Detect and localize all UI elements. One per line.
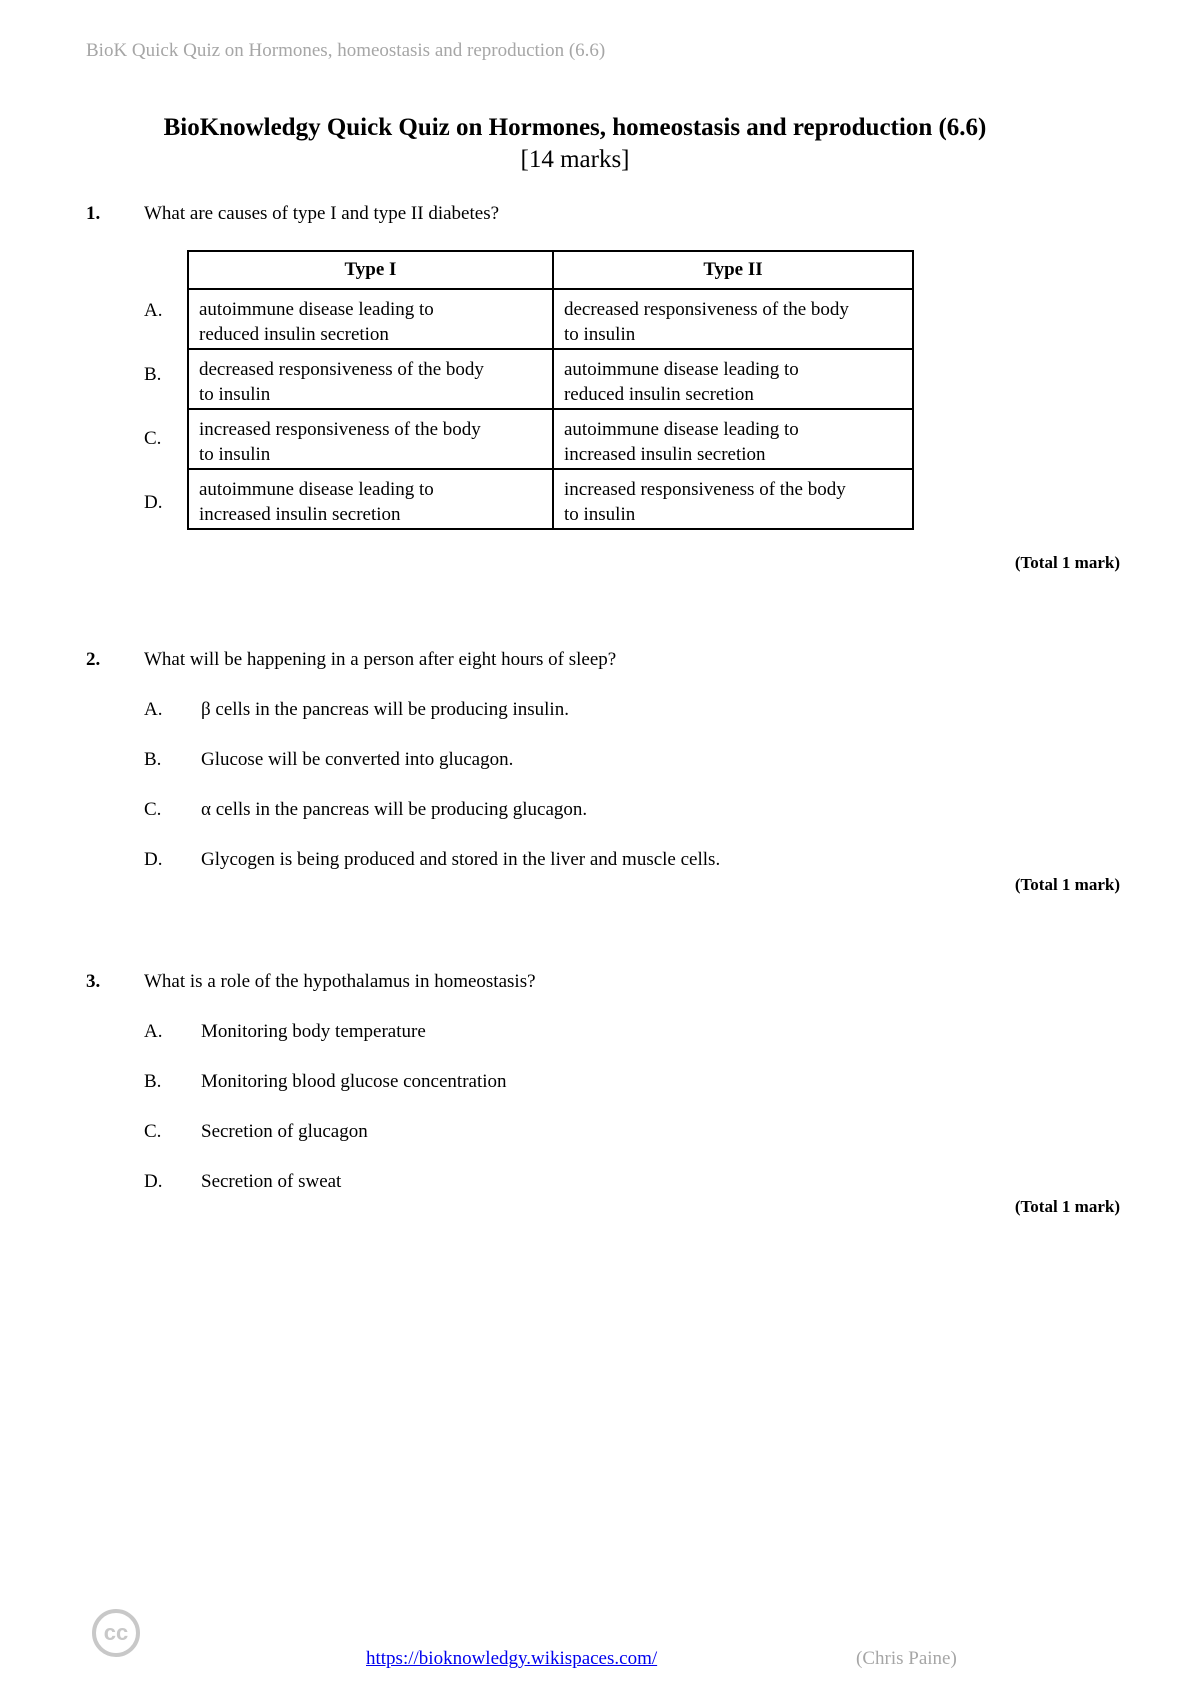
table-row [188,409,913,469]
q3-option-d-letter: D. [144,1171,163,1192]
table-row-letter-b: B. [144,364,162,385]
cell-line: decreased responsiveness of the body [199,359,484,380]
table-cell [188,469,553,529]
q2-option-b-text: Glucose will be converted into glucagon. [201,749,514,770]
q3-option-c-text: Secretion of glucagon [201,1121,368,1142]
creative-commons-icon: cc [92,1609,140,1657]
question-2-text: What will be happening in a person after eight hours of sleep? [144,649,617,670]
cell-line: autoimmune disease leading to [199,479,434,500]
cell-line: to insulin [199,444,271,465]
table-cell [188,289,553,349]
table-row-letter-c: C. [144,428,162,449]
q3-option-b-letter: B. [144,1071,162,1092]
q2-option-c-letter: C. [144,799,162,820]
cell-line: increased insulin secretion [199,504,401,525]
table-cell [553,349,913,409]
q3-option-a-text: Monitoring body temperature [201,1021,426,1042]
table-header-row [188,251,913,289]
footer-author: (Chris Paine) [856,1648,957,1669]
q2-option-b-letter: B. [144,749,162,770]
question-3-text: What is a role of the hypothalamus in homeostasis? [144,971,536,992]
page-title: BioKnowledgy Quick Quiz on Hormones, homeostasis and reproduction (6.6) [163,114,987,141]
cell-line: to insulin [199,384,271,405]
table-row [188,469,913,529]
cell-line: reduced insulin secretion [199,324,389,345]
table-header-type2: Type II [553,251,913,289]
table-cell [188,349,553,409]
table-cell [188,409,553,469]
total-marks: [14 marks] [520,146,630,173]
q3-option-b-text: Monitoring blood glucose concentration [201,1071,507,1092]
cell-line: decreased responsiveness of the body [563,299,849,320]
table-row [188,349,913,409]
question-1-text: What are causes of type I and type II diabetes? [144,203,500,224]
table-cell [553,409,913,469]
cell-line: autoimmune disease leading to [563,359,799,380]
table-row-letter-d: D. [144,492,163,513]
question-3-number: 3. [86,971,101,992]
table-row-letter-a: A. [144,300,163,321]
q3-option-a-letter: A. [144,1021,163,1042]
table-row [188,289,913,349]
cell-line: increased responsiveness of the body [199,419,481,440]
table-cell [553,289,913,349]
cell-line: to insulin [563,324,636,345]
q2-option-c-text: α cells in the pancreas will be producing glucagon. [201,799,588,820]
footer-link[interactable]: https://bioknowledgy.wikispaces.com/ [366,1648,658,1669]
cell-line: autoimmune disease leading to [563,419,799,440]
question-1-number: 1. [86,203,101,224]
table-header-type1: Type I [188,251,553,289]
diabetes-table [187,250,914,530]
question-2-number: 2. [86,649,101,670]
q2-option-a-text: β cells in the pancreas will be producing insulin. [201,699,569,720]
cell-line: autoimmune disease leading to [199,299,434,320]
cell-line: increased responsiveness of the body [563,479,846,500]
question-1-total: (Total 1 mark) [1014,553,1120,572]
cell-line: increased insulin secretion [563,444,766,465]
question-2-total: (Total 1 mark) [1014,875,1120,894]
q2-option-a-letter: A. [144,699,163,720]
q3-option-d-text: Secretion of sweat [201,1171,342,1192]
question-3-total: (Total 1 mark) [1014,1197,1120,1216]
running-header: BioK Quick Quiz on Hormones, homeostasis and reproduction (6.6) [86,40,606,61]
table-cell [553,469,913,529]
cell-line: reduced insulin secretion [563,384,754,405]
q2-option-d-letter: D. [144,849,163,870]
q2-option-d-text: Glycogen is being produced and stored in the liver and muscle cells. [201,849,721,870]
cell-line: to insulin [563,504,636,525]
q3-option-c-letter: C. [144,1121,162,1142]
